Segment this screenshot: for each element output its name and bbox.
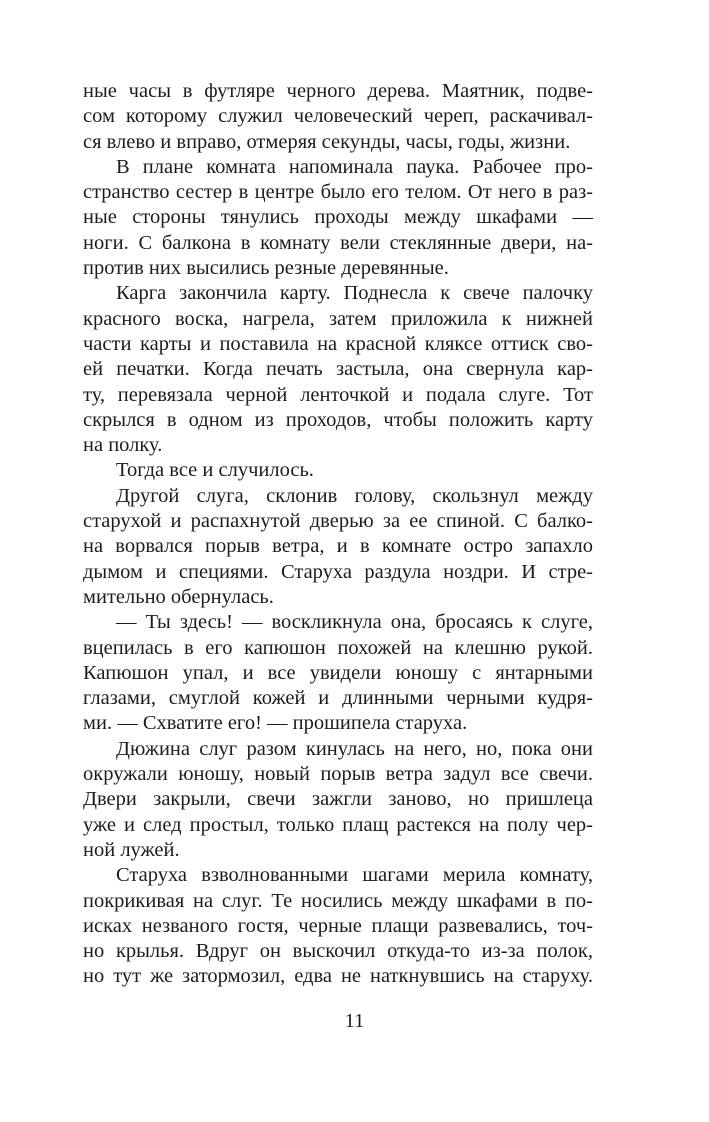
- text-line: дымом и специями. Старуха раздула ноздри. И стре-: [83, 560, 593, 583]
- text-line: на полку.: [83, 434, 163, 457]
- text-line: против них высились резные деревянные.: [83, 257, 449, 280]
- text-line: Тогда все и случилось.: [116, 459, 314, 482]
- text-line: — Ты здесь! — воскликнула она, бросаясь к слуге,: [116, 611, 593, 634]
- text-line: ные часы в футляре черного дерева. Маятник, подве-: [83, 80, 593, 102]
- text-line: скрылся в одном из проходов, чтобы положить карту: [83, 408, 593, 431]
- text-line: покрикивая на слуг. Те носились между шкафами в по-: [83, 889, 593, 912]
- page-number: 11: [344, 1010, 365, 1032]
- text-line: Двери закрыли, свечи зажгли заново, но пришлеца: [83, 788, 593, 811]
- text-line: В плане комната напоминала паука. Рабочее про-: [116, 155, 593, 178]
- text-line: окружали юношу, новый порыв ветра задул все свечи.: [83, 763, 593, 786]
- text-line: исках незваного гостя, черные плащи развевались, точ-: [83, 914, 593, 937]
- text-line: вцепилась в его капюшон похожей на клешню рукой.: [83, 636, 593, 659]
- text-line: красного воска, нагрела, затем приложила к нижней: [83, 307, 593, 330]
- text-line: ся влево и вправо, отмеряя секунды, часы, годы, жизни.: [83, 130, 571, 153]
- text-line: но крылья. Вдруг он выскочил откуда-то из-за полок,: [83, 940, 593, 963]
- text-line: Другой слуга, склонив голову, скользнул между: [116, 484, 593, 507]
- text-line: части карты и поставила на красной кляксе оттиск сво-: [83, 332, 593, 355]
- text-line: но тут же затормозил, едва не наткнувшись на старуху.: [83, 965, 593, 988]
- text-line: ной лужей.: [83, 838, 180, 861]
- text-line: Капюшон упал, и все увидели юношу с янтарными: [83, 661, 593, 684]
- text-line: уже и след простыл, только плащ растекся на полу чер-: [83, 813, 593, 836]
- text-line: старухой и распахнутой дверью за ее спиной. С балко-: [83, 510, 593, 533]
- body-text: [83, 79, 593, 990]
- text-line: Карга закончила карту. Поднесла к свече палочку: [116, 282, 593, 305]
- text-line: ми. — Схватите его! — прошипела старуха.: [83, 712, 468, 735]
- text-line: ей печатки. Когда печать застыла, она свернула кар-: [83, 358, 593, 381]
- text-line: Дюжина слуг разом кинулась на него, но, пока они: [116, 737, 593, 760]
- text-line: Старуха взволнованными шагами мерила комнату,: [116, 864, 593, 887]
- text-line: сом которому служил человеческий череп, раскачивал-: [83, 105, 593, 128]
- text-line: странство сестер в центре было его телом. От него в раз-: [83, 181, 593, 204]
- text-line: ноги. С балкона в комнату вели стеклянные двери, на-: [83, 231, 593, 254]
- text-line: ные стороны тянулись проходы между шкафами —: [83, 206, 593, 229]
- text-line: глазами, смуглой кожей и длинными черными кудря-: [83, 687, 593, 710]
- text-line: на ворвался порыв ветра, и в комнате остро запахло: [83, 535, 593, 558]
- text-line: мительно обернулась.: [83, 585, 274, 608]
- text-line: ту, перевязала черной ленточкой и подала слуге. Тот: [83, 383, 593, 406]
